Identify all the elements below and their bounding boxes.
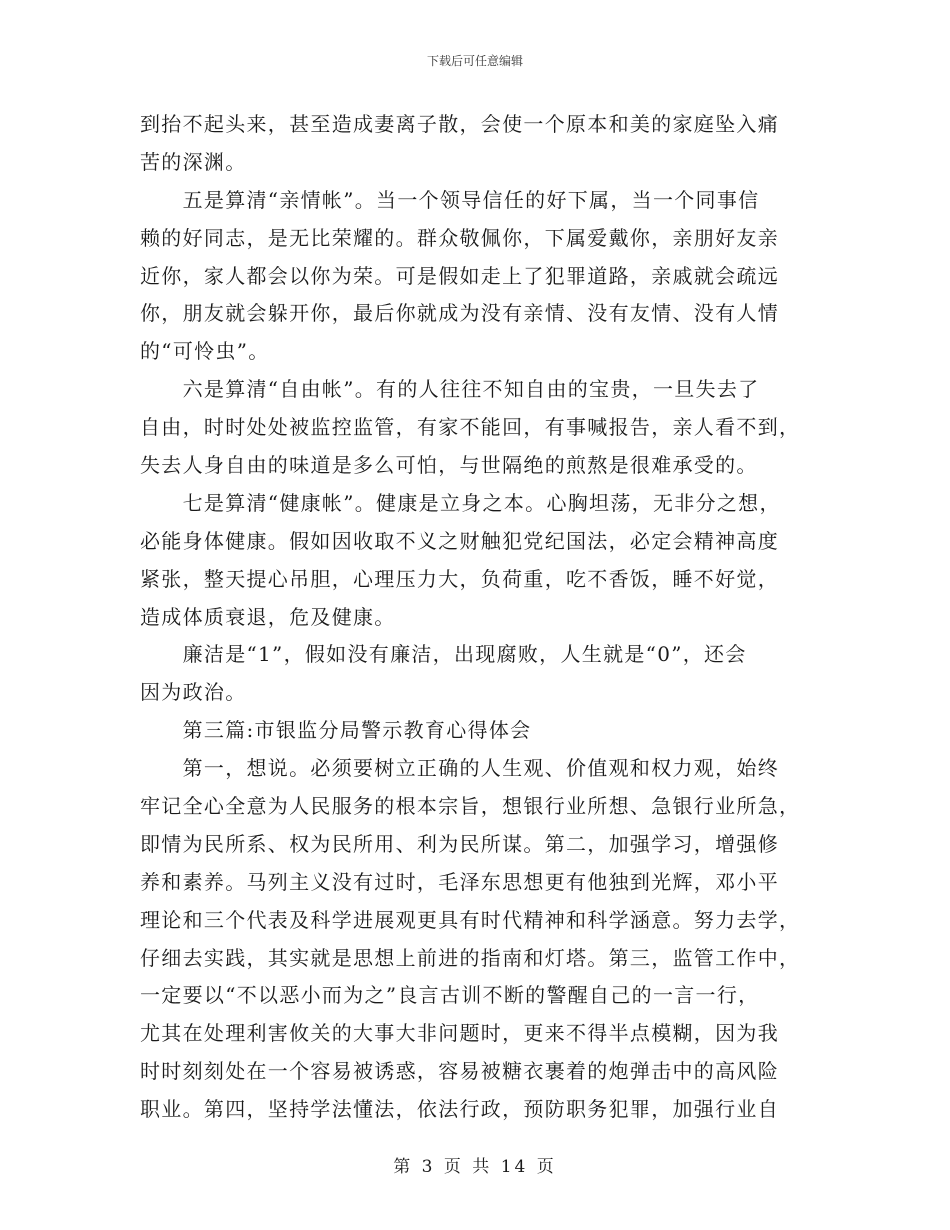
text-line: 你，朋友就会躲开你，最后你就成为没有亲情、没有友情、没有人情 [140,301,779,326]
text-line: 紧张，整天提心吊胆，心理压力大，负荷重，吃不香饭，睡不好觉， [140,566,779,591]
text-line: 尤其在处理利害攸关的大事大非问题时，更来不得半点模糊，因为我 [140,1021,779,1046]
text-line: 廉洁是“1”，假如没有廉洁，出现腐败，人生就是“0”，还会 [140,642,747,667]
section-title: 第三篇:市银监分局警示教育心得体会 [140,718,532,743]
text-line: 时时刻刻处在一个容易被诱惑，容易被糖衣裹着的炮弹击中的高风险 [140,1059,779,1084]
text-line: 七是算清“健康帐”。健康是立身之本。心胸坦荡，无非分之想， [140,490,781,515]
text-line: 一定要以“不以恶小而为之”良言古训不断的警醒自己的一言一行， [140,983,760,1008]
page-header: 下载后可任意编辑 [426,54,523,68]
text-line: 即情为民所系、权为民所用、利为民所谋。第二，加强学习，增强修 [140,831,779,856]
text-line: 失去人身自由的味道是多么可怕，与世隔绝的煎熬是很难承受的。 [140,453,758,478]
text-line: 必能身体健康。假如因收取不义之财触犯党纪国法，必定会精神高度 [140,528,779,553]
text-line: 近你，家人都会以你为荣。可是假如走上了犯罪道路，亲戚就会疏远 [140,263,779,288]
text-line: 仔细去实践，其实就是思想上前进的指南和灯塔。第三，监管工作中， [140,945,800,970]
text-line: 六是算清“自由帐”。有的人往往不知自由的宝贵，一旦失去了 [140,377,760,402]
text-line: 养和素养。马列主义没有过时，毛泽东思想更有他独到光辉，邓小平 [140,869,779,894]
text-line: 五是算清“亲情帐”。当一个领导信任的好下属，当一个同事信 [140,187,760,212]
text-line: 赖的好同志，是无比荣耀的。群众敬佩你，下属爱戴你，亲朋好友亲 [140,225,779,250]
page-number: 第 3 页 共 14 页 [393,1157,557,1177]
text-line: 牢记全心全意为人民服务的根本宗旨，想银行业所想、急银行业所急， [140,794,800,819]
text-line: 造成体质衰退，危及健康。 [140,604,396,629]
text-line: 到抬不起头来，甚至造成妻离子散，会使一个原本和美的家庭坠入痛 [140,112,779,136]
text-line: 理论和三个代表及科学进展观更具有时代精神和科学涵意。努力去学， [140,907,800,932]
text-line: 的“可怜虫”。 [140,339,270,364]
text-line: 第一，想说。必须要树立正确的人生观、价值观和权力观，始终 [140,756,779,781]
text-line: 因为政治。 [140,680,247,705]
document-body [140,106,800,1129]
text-line: 自由，时时处处被监控监管，有家不能回，有事喊报告，亲人看不到， [140,415,800,440]
text-line: 职业。第四，坚持学法懂法，依法行政，预防职务犯罪，加强行业自 [140,1097,779,1122]
text-line: 苦的深渊。 [140,149,247,174]
